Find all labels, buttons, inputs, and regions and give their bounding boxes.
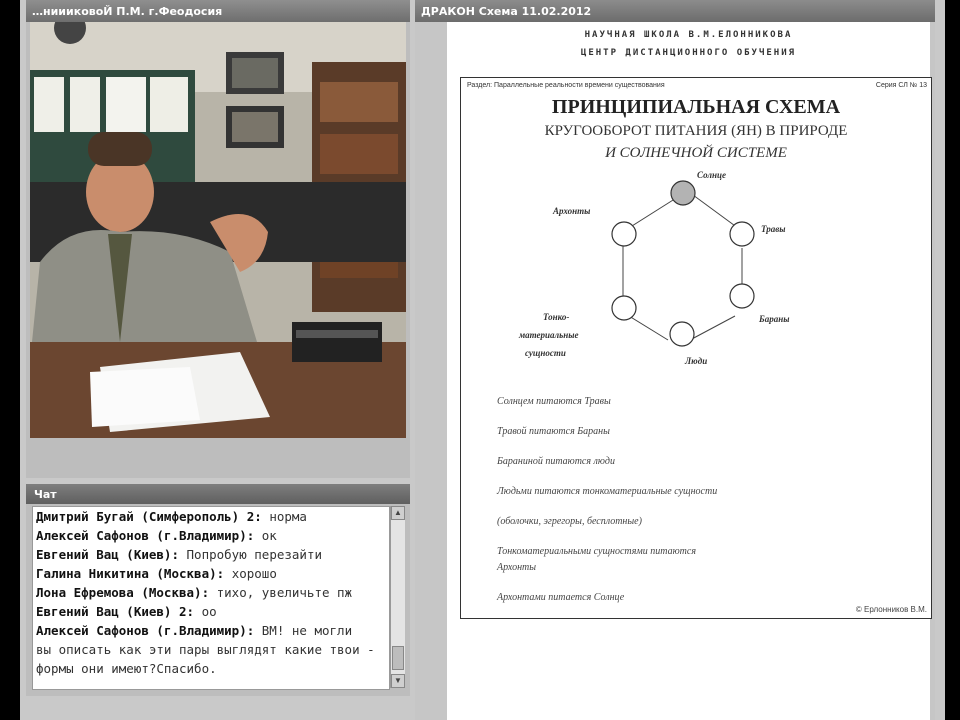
scheme-line: Архонты — [497, 562, 537, 573]
chat-message: Евгений Вац (Киев): Попробую перезайти — [36, 547, 322, 562]
chat-message: формы они имеют?Спасибо. — [36, 661, 217, 676]
scheme-sheet — [460, 77, 932, 619]
scheme-title: ПРИНЦИПИАЛЬНАЯ СХЕМА — [551, 96, 841, 118]
chat-message: Алексей Сафонов (г.Владимир): ВМ! не могли — [36, 623, 353, 638]
node-people — [670, 322, 694, 346]
video-title-bar — [26, 0, 410, 22]
node-rams — [730, 284, 754, 308]
chat-message: Дмитрий Бугай (Симферополь) 2: норма — [36, 509, 307, 524]
chat-message: Евгений Вац (Киев) 2: оо — [36, 604, 217, 619]
scheme-subtitle-2: И СОЛНЕЧНОЙ СИСТЕМЕ — [605, 145, 787, 161]
chat-scrollbar[interactable] — [390, 506, 405, 688]
chat-title: Чат — [34, 488, 57, 501]
scheme-line: Солнцем питаются Травы — [497, 396, 611, 407]
chat-title-bar — [26, 484, 410, 504]
node-sun — [671, 181, 695, 205]
webcam-video — [30, 22, 406, 438]
label-archons: Архонты — [553, 206, 591, 216]
video-title: …ниииковоЙ П.М. г.Феодосия — [32, 5, 223, 18]
document-title: ДРАКОН Схема 11.02.2012 — [421, 5, 592, 18]
node-archons — [612, 222, 636, 246]
cycle-edge — [690, 316, 735, 340]
cycle-diagram — [461, 170, 931, 370]
label-rams: Бараны — [759, 314, 790, 324]
scroll-up-icon[interactable]: ▲ — [391, 506, 405, 520]
chat-message: Лона Ефремова (Москва): тихо, увеличьте пж — [36, 585, 353, 600]
cycle-edge — [629, 316, 668, 340]
sheet-series: Серия СЛ № 13 — [875, 82, 927, 89]
chat-message: Алексей Сафонов (г.Владимир): ок — [36, 528, 277, 543]
sheet-section: Раздел: Параллельные реальности времени существования — [467, 82, 665, 89]
label-sun: Солнце — [697, 170, 726, 180]
chat-messages[interactable] — [32, 506, 390, 690]
school-subtitle: ЦЕНТР ДИСТАНЦИОННОГО ОБУЧЕНИЯ — [580, 48, 797, 58]
school-name: НАУЧНАЯ ШКОЛА В.М.ЕЛОННИКОВА — [584, 30, 793, 40]
label-subtle-3: сущности — [525, 348, 566, 358]
document-title-bar — [415, 0, 935, 22]
scheme-subtitle: КРУГООБОРОТ ПИТАНИЯ (ЯН) В ПРИРОДЕ — [544, 123, 848, 139]
presenter-video-frame — [30, 22, 406, 438]
scheme-line: Травой питаются Бараны — [497, 426, 610, 437]
node-subtle-beings — [612, 296, 636, 320]
chat-message: Галина Никитина (Москва): хорошо — [36, 566, 277, 581]
node-grass — [730, 222, 754, 246]
scheme-line: Тонкоматериальными сущностями питаются — [497, 546, 696, 557]
label-grass: Травы — [761, 224, 786, 234]
scheme-line: Людьми питаются тонкоматериальные сущности — [497, 486, 718, 497]
label-subtle-1: Тонко- — [543, 312, 570, 322]
scroll-down-icon[interactable]: ▼ — [391, 674, 405, 688]
chat-message: вы описать как эти пары выглядят какие твои - — [36, 642, 375, 657]
scheme-line: Бараниной питаются люди — [497, 456, 615, 467]
copyright: © Ерлонников В.М. — [855, 605, 927, 614]
label-subtle-2: материальные — [519, 330, 579, 340]
label-people: Люди — [685, 356, 708, 366]
scheme-line: (оболочки, эгрегоры, бесплотные) — [497, 516, 642, 527]
scroll-thumb[interactable] — [392, 646, 404, 670]
scheme-line: Архонтами питается Солнце — [497, 592, 625, 603]
